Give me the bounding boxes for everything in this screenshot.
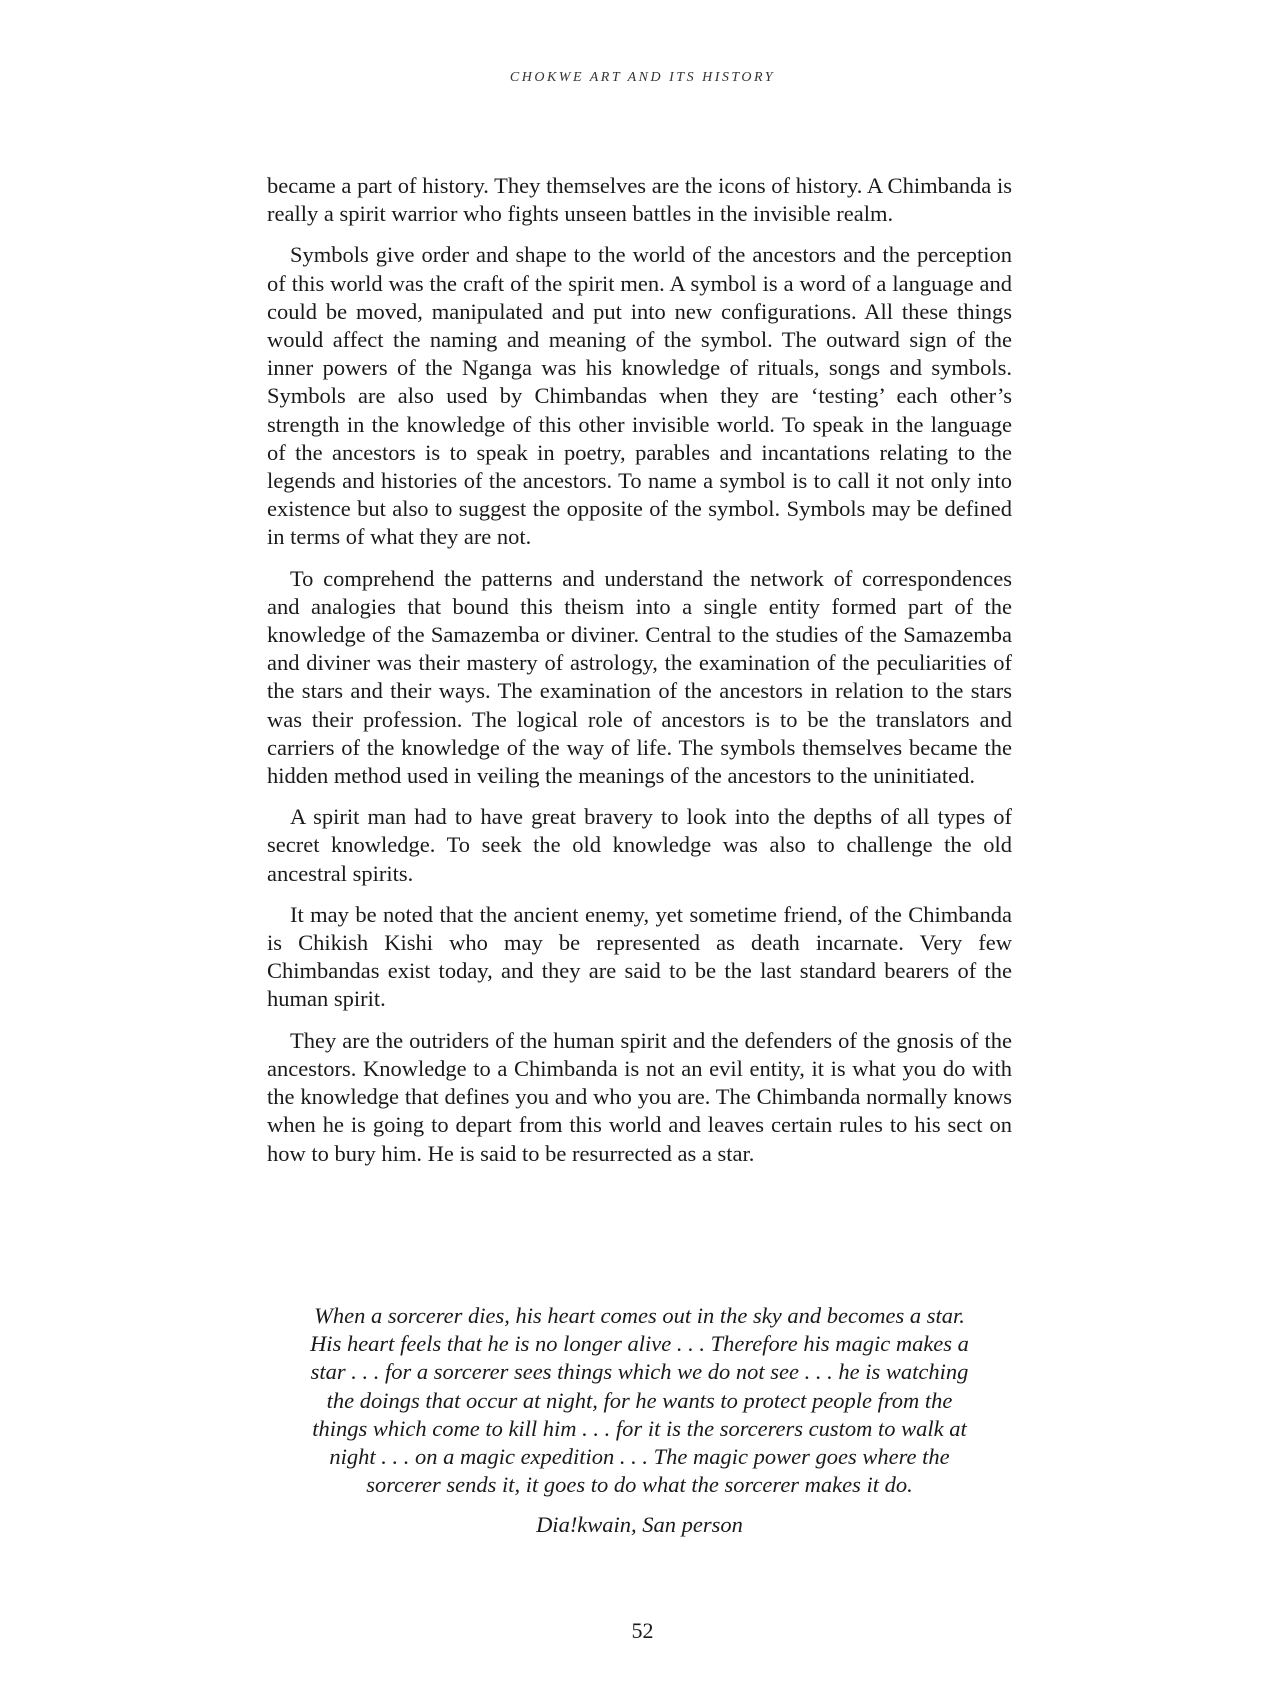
paragraph-outriders: They are the outriders of the human spirit and the defenders of the gnosis of the ancestors. Knowledge to a Chimbanda is not an evil entity, it is what you do with the knowledge that defines you and who you are. The Chimbanda normally knows when he is going to depart from this world and leaves certain rules to his sect on how to bury him. He is said to be resurrected as a star. [267, 1027, 1012, 1166]
paragraph-patterns: To comprehend the patterns and understand the network of correspondences and analogies that bound this theism into a single entity formed part of the knowledge of the Samazemba or diviner. Central to the studies of the Samazemba and diviner was their mastery of astrology, the examination of the peculiarities of the stars and their ways. The examination of the ancestors in relation to the stars was their profession. The logical role of ancestors is to be the translators and carriers of the knowledge of the way of life. The symbols themselves became the hidden method used in veiling the meanings of the ancestors to the uninitiated. [267, 565, 1012, 789]
quote-attribution: Dia!kwain, San person [536, 1512, 743, 1538]
quote-line: night . . . on a magic expedition . . . The magic power goes where the [329, 1444, 950, 1470]
body-text [267, 172, 1012, 1181]
quote-line: His heart feels that he is no longer alive . . . Therefore his magic makes a [310, 1331, 969, 1357]
paragraph-symbols: Symbols give order and shape to the world of the ancestors and the perception of this world was the craft of the spirit men. A symbol is a word of a language and could be moved, manipulated and put into new configurations. All these things would affect the naming and meaning of the symbol. The outward sign of the inner powers of the Nganga was his knowledge of rituals, songs and symbols. Symbols are also used by Chimbandas when they are ‘testing’ each other’s strength in the knowledge of this other invisible world. To speak in the language of the ancestors is to speak in poetry, parables and incantations relating to the legends and histories of the ancestors. To name a symbol is to call it not only into existence but also to suggest the opposite of the symbol. Symbols may be defined in terms of what they are not. [267, 242, 1012, 550]
paragraph-continuation: became a part of history. They themselves are the icons of history. A Chimbanda is really a spirit warrior who fights unseen battles in the invisible realm. [267, 173, 1012, 227]
paragraph-spirit-man: A spirit man had to have great bravery to look into the depths of all types of secret knowledge. To seek the old knowledge was also to challenge the old ancestral spirits. [267, 804, 1012, 886]
page-number: 52 [631, 1618, 654, 1643]
quote-line: the doings that occur at night, for he wants to protect people from the [326, 1387, 953, 1413]
paragraph-enemy: It may be noted that the ancient enemy, yet sometime friend, of the Chimbanda is Chikish Kishi who may be represented as death incarnate. Very few Chimbandas exist today, and they are said to be the last standard bearers of the human spirit. [267, 901, 1012, 1012]
quote-line: When a sorcerer dies, his heart comes out in the sky and becomes a star. [314, 1303, 965, 1328]
quote-line: things which come to kill him . . . for it is the sorcerers custom to walk at [312, 1415, 967, 1441]
running-head: CHOKWE ART AND ITS HISTORY [509, 70, 776, 85]
quote-line: sorcerer sends it, it goes to do what the sorcerer makes it do. [366, 1472, 913, 1498]
quote-line: star . . . for a sorcerer sees things which we do not see . . . he is watching [310, 1359, 969, 1385]
block-quote [267, 1302, 1012, 1540]
